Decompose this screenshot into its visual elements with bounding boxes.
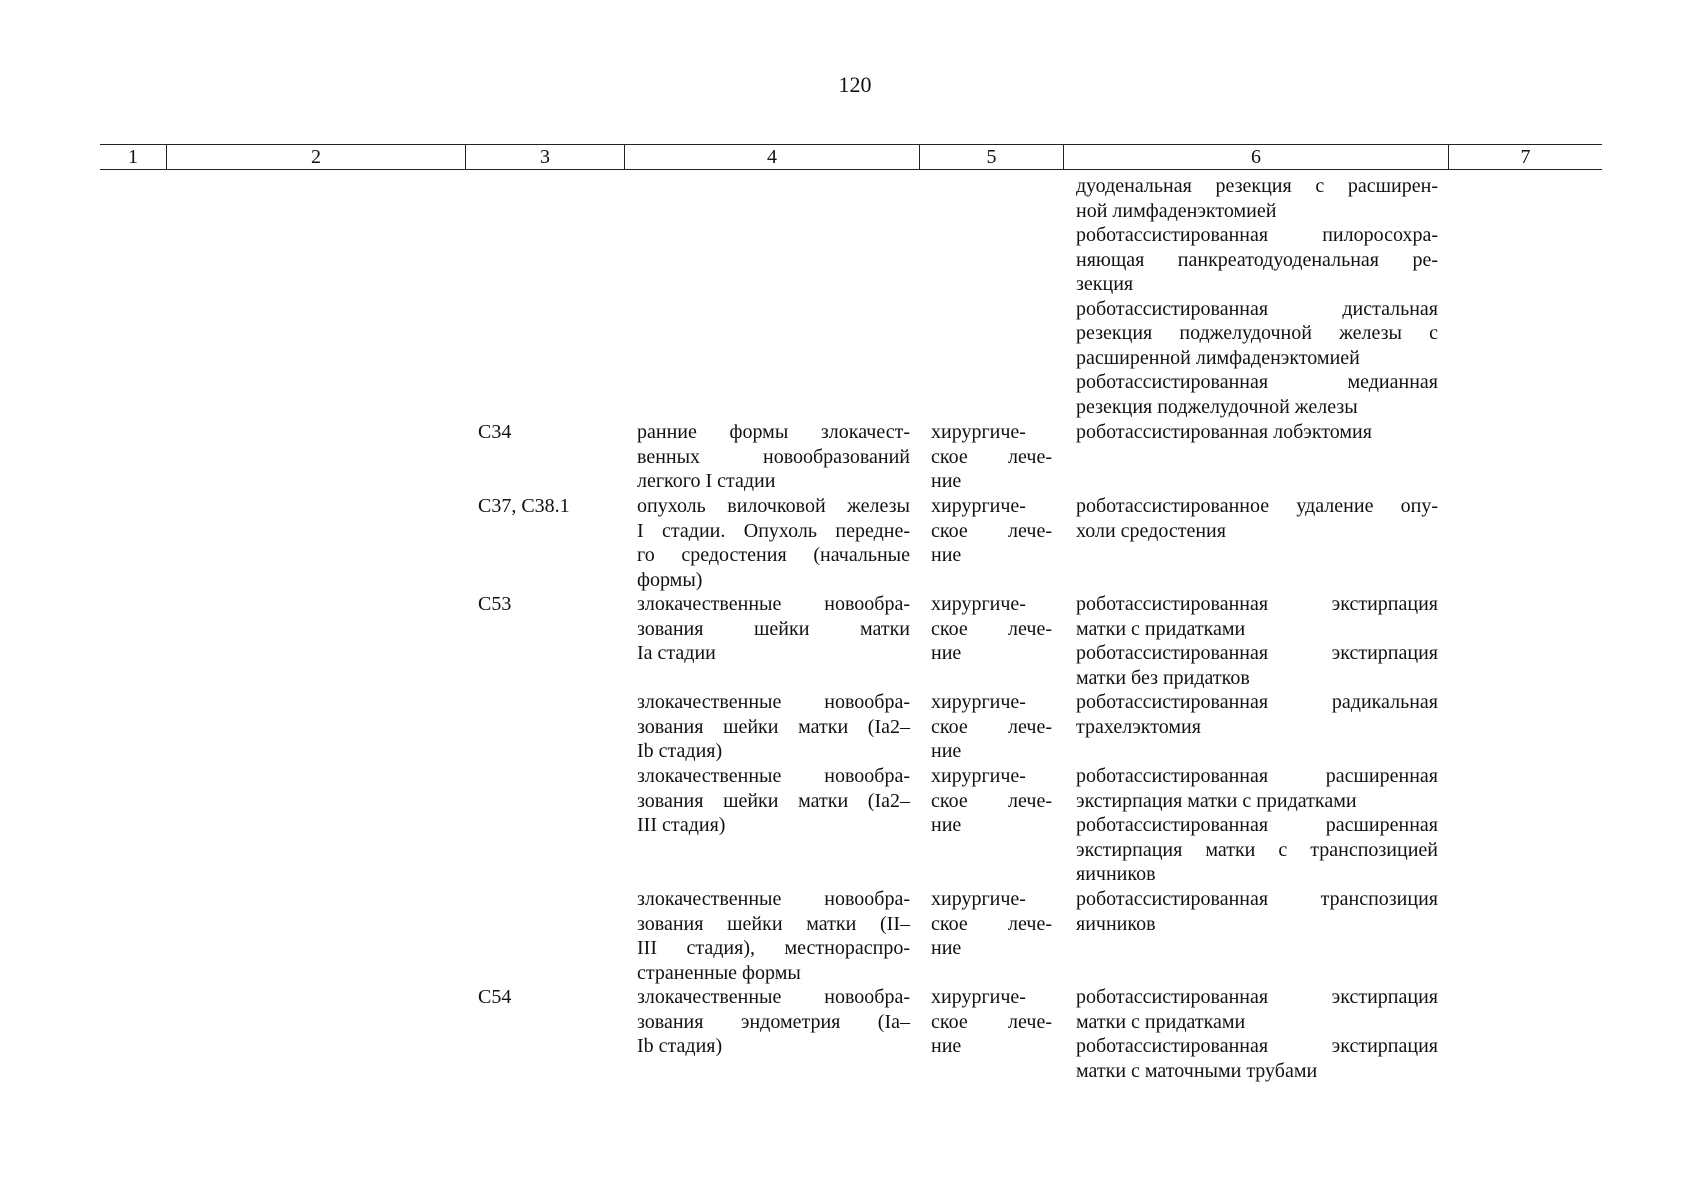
treatment-line: хирургиче- bbox=[931, 593, 1026, 615]
method-line: яичников bbox=[1076, 863, 1156, 885]
icd-code: C34 bbox=[478, 421, 512, 443]
column-header-3: 3 bbox=[465, 145, 624, 169]
method-line: резекция поджелудочной железы bbox=[1076, 395, 1358, 418]
diagnosis-line: III стадия), местнораспро- bbox=[637, 937, 910, 959]
treatment-line: хирургиче- bbox=[931, 986, 1026, 1008]
method-line: роботассистированная лобэктомия bbox=[1076, 421, 1372, 443]
treatment-line: ское лече- bbox=[931, 1010, 1052, 1033]
diagnosis-line: зования эндометрия (Ia– bbox=[637, 1010, 910, 1033]
diagnosis-line: зования шейки матки (Ia2– bbox=[637, 789, 910, 812]
method-line: роботассистированная медианная bbox=[1076, 371, 1438, 393]
treatment-line: ское лече- bbox=[931, 715, 1052, 738]
diagnosis-line: злокачественные новообра- bbox=[637, 986, 910, 1008]
method-line: яичников bbox=[1076, 912, 1156, 935]
diagnosis-line: Ib стадия) bbox=[637, 740, 723, 762]
method-line: роботассистированная экстирпация bbox=[1076, 593, 1438, 615]
method-line: матки с маточными трубами bbox=[1076, 1059, 1318, 1082]
method-line: няющая панкреатодуоденальная ре- bbox=[1076, 248, 1438, 271]
method-line: экстирпация матки с транспозицией bbox=[1076, 838, 1438, 861]
column-header-2: 2 bbox=[166, 145, 465, 169]
treatment-line: ние bbox=[931, 470, 962, 492]
column-header-4: 4 bbox=[624, 145, 919, 169]
method-line: трахелэктомия bbox=[1076, 715, 1201, 738]
page-number: 120 bbox=[838, 72, 872, 97]
treatment-line: ское лече- bbox=[931, 912, 1052, 935]
column-header-1: 1 bbox=[128, 146, 138, 168]
method-line: экстирпация матки с придатками bbox=[1076, 789, 1357, 812]
method-line: расширенной лимфаденэктомией bbox=[1076, 346, 1360, 369]
method-line: холи средостения bbox=[1076, 519, 1226, 542]
diagnosis-line: ранние формы злокачест- bbox=[637, 421, 910, 443]
method-line: дуоденальная резекция с расширен- bbox=[1076, 175, 1438, 197]
diagnosis-line: формы) bbox=[637, 568, 703, 591]
treatment-line: ние bbox=[931, 642, 962, 664]
treatment-line: хирургиче- bbox=[931, 888, 1026, 910]
diagnosis-line: Ia стадии bbox=[637, 642, 716, 664]
diagnosis-line: злокачественные новообра- bbox=[637, 691, 910, 713]
diagnosis-line: злокачественные новообра- bbox=[637, 593, 910, 615]
method-line: матки с придатками bbox=[1076, 1010, 1246, 1033]
treatment-line: ние bbox=[931, 740, 962, 762]
method-line: роботассистированная радикальная bbox=[1076, 691, 1438, 713]
diagnosis-line: I стадии. Опухоль передне- bbox=[637, 519, 910, 542]
treatment-line: хирургиче- bbox=[931, 421, 1026, 443]
treatment-line: хирургиче- bbox=[931, 495, 1026, 517]
diagnosis-line: страненные формы bbox=[637, 961, 801, 984]
icd-code: C53 bbox=[478, 593, 512, 615]
diagnosis-line: легкого I стадии bbox=[637, 470, 776, 492]
method-line: роботассистированная пилоросохра- bbox=[1076, 224, 1438, 246]
method-line: роботассистированная расширенная bbox=[1076, 814, 1438, 836]
diagnosis-line: опухоль вилочковой железы bbox=[637, 495, 910, 517]
method-line: матки с придатками bbox=[1076, 617, 1246, 640]
treatment-line: хирургиче- bbox=[931, 691, 1026, 713]
method-line: роботассистированная транспозиция bbox=[1076, 888, 1438, 910]
method-line: роботассистированное удаление опу- bbox=[1076, 495, 1438, 517]
diagnosis-line: III стадия) bbox=[637, 814, 726, 836]
diagnosis-line: Ib стадия) bbox=[637, 1035, 723, 1057]
diagnosis-line: зования шейки матки (II– bbox=[637, 912, 910, 935]
diagnosis-line: венных новообразований bbox=[637, 445, 910, 468]
treatment-line: ское лече- bbox=[931, 617, 1052, 640]
treatment-line: ское лече- bbox=[931, 445, 1052, 468]
method-line: ной лимфаденэктомией bbox=[1076, 199, 1277, 222]
method-line: роботассистированная экстирпация bbox=[1076, 642, 1438, 664]
diagnosis-line: злокачественные новообра- bbox=[637, 888, 910, 910]
treatment-line: ское лече- bbox=[931, 519, 1052, 542]
column-header-7: 7 bbox=[1448, 145, 1602, 169]
method-line: роботассистированная дистальная bbox=[1076, 297, 1438, 320]
diagnosis-line: го средостения (начальные bbox=[637, 544, 910, 566]
treatment-line: ние bbox=[931, 937, 962, 959]
method-line: резекция поджелудочной железы с bbox=[1076, 322, 1438, 344]
treatment-line: ние bbox=[931, 1035, 962, 1057]
icd-code: C37, C38.1 bbox=[478, 495, 570, 517]
diagnosis-line: злокачественные новообра- bbox=[637, 765, 910, 787]
diagnosis-line: зования шейки матки (Ia2– bbox=[637, 715, 910, 738]
column-header-5: 5 bbox=[919, 145, 1063, 169]
treatment-line: ние bbox=[931, 544, 962, 566]
method-line: зекция bbox=[1076, 273, 1134, 295]
treatment-line: ское лече- bbox=[931, 789, 1052, 812]
method-line: матки без придатков bbox=[1076, 666, 1250, 689]
treatment-line: ние bbox=[931, 814, 962, 836]
icd-code: C54 bbox=[478, 986, 512, 1008]
column-header-6: 6 bbox=[1063, 145, 1448, 169]
method-line: роботассистированная экстирпация bbox=[1076, 1035, 1438, 1057]
treatment-line: хирургиче- bbox=[931, 765, 1026, 787]
method-line: роботассистированная расширенная bbox=[1076, 765, 1438, 787]
table-header-row bbox=[100, 144, 1602, 170]
diagnosis-line: зования шейки матки bbox=[637, 617, 910, 640]
method-line: роботассистированная экстирпация bbox=[1076, 986, 1438, 1008]
